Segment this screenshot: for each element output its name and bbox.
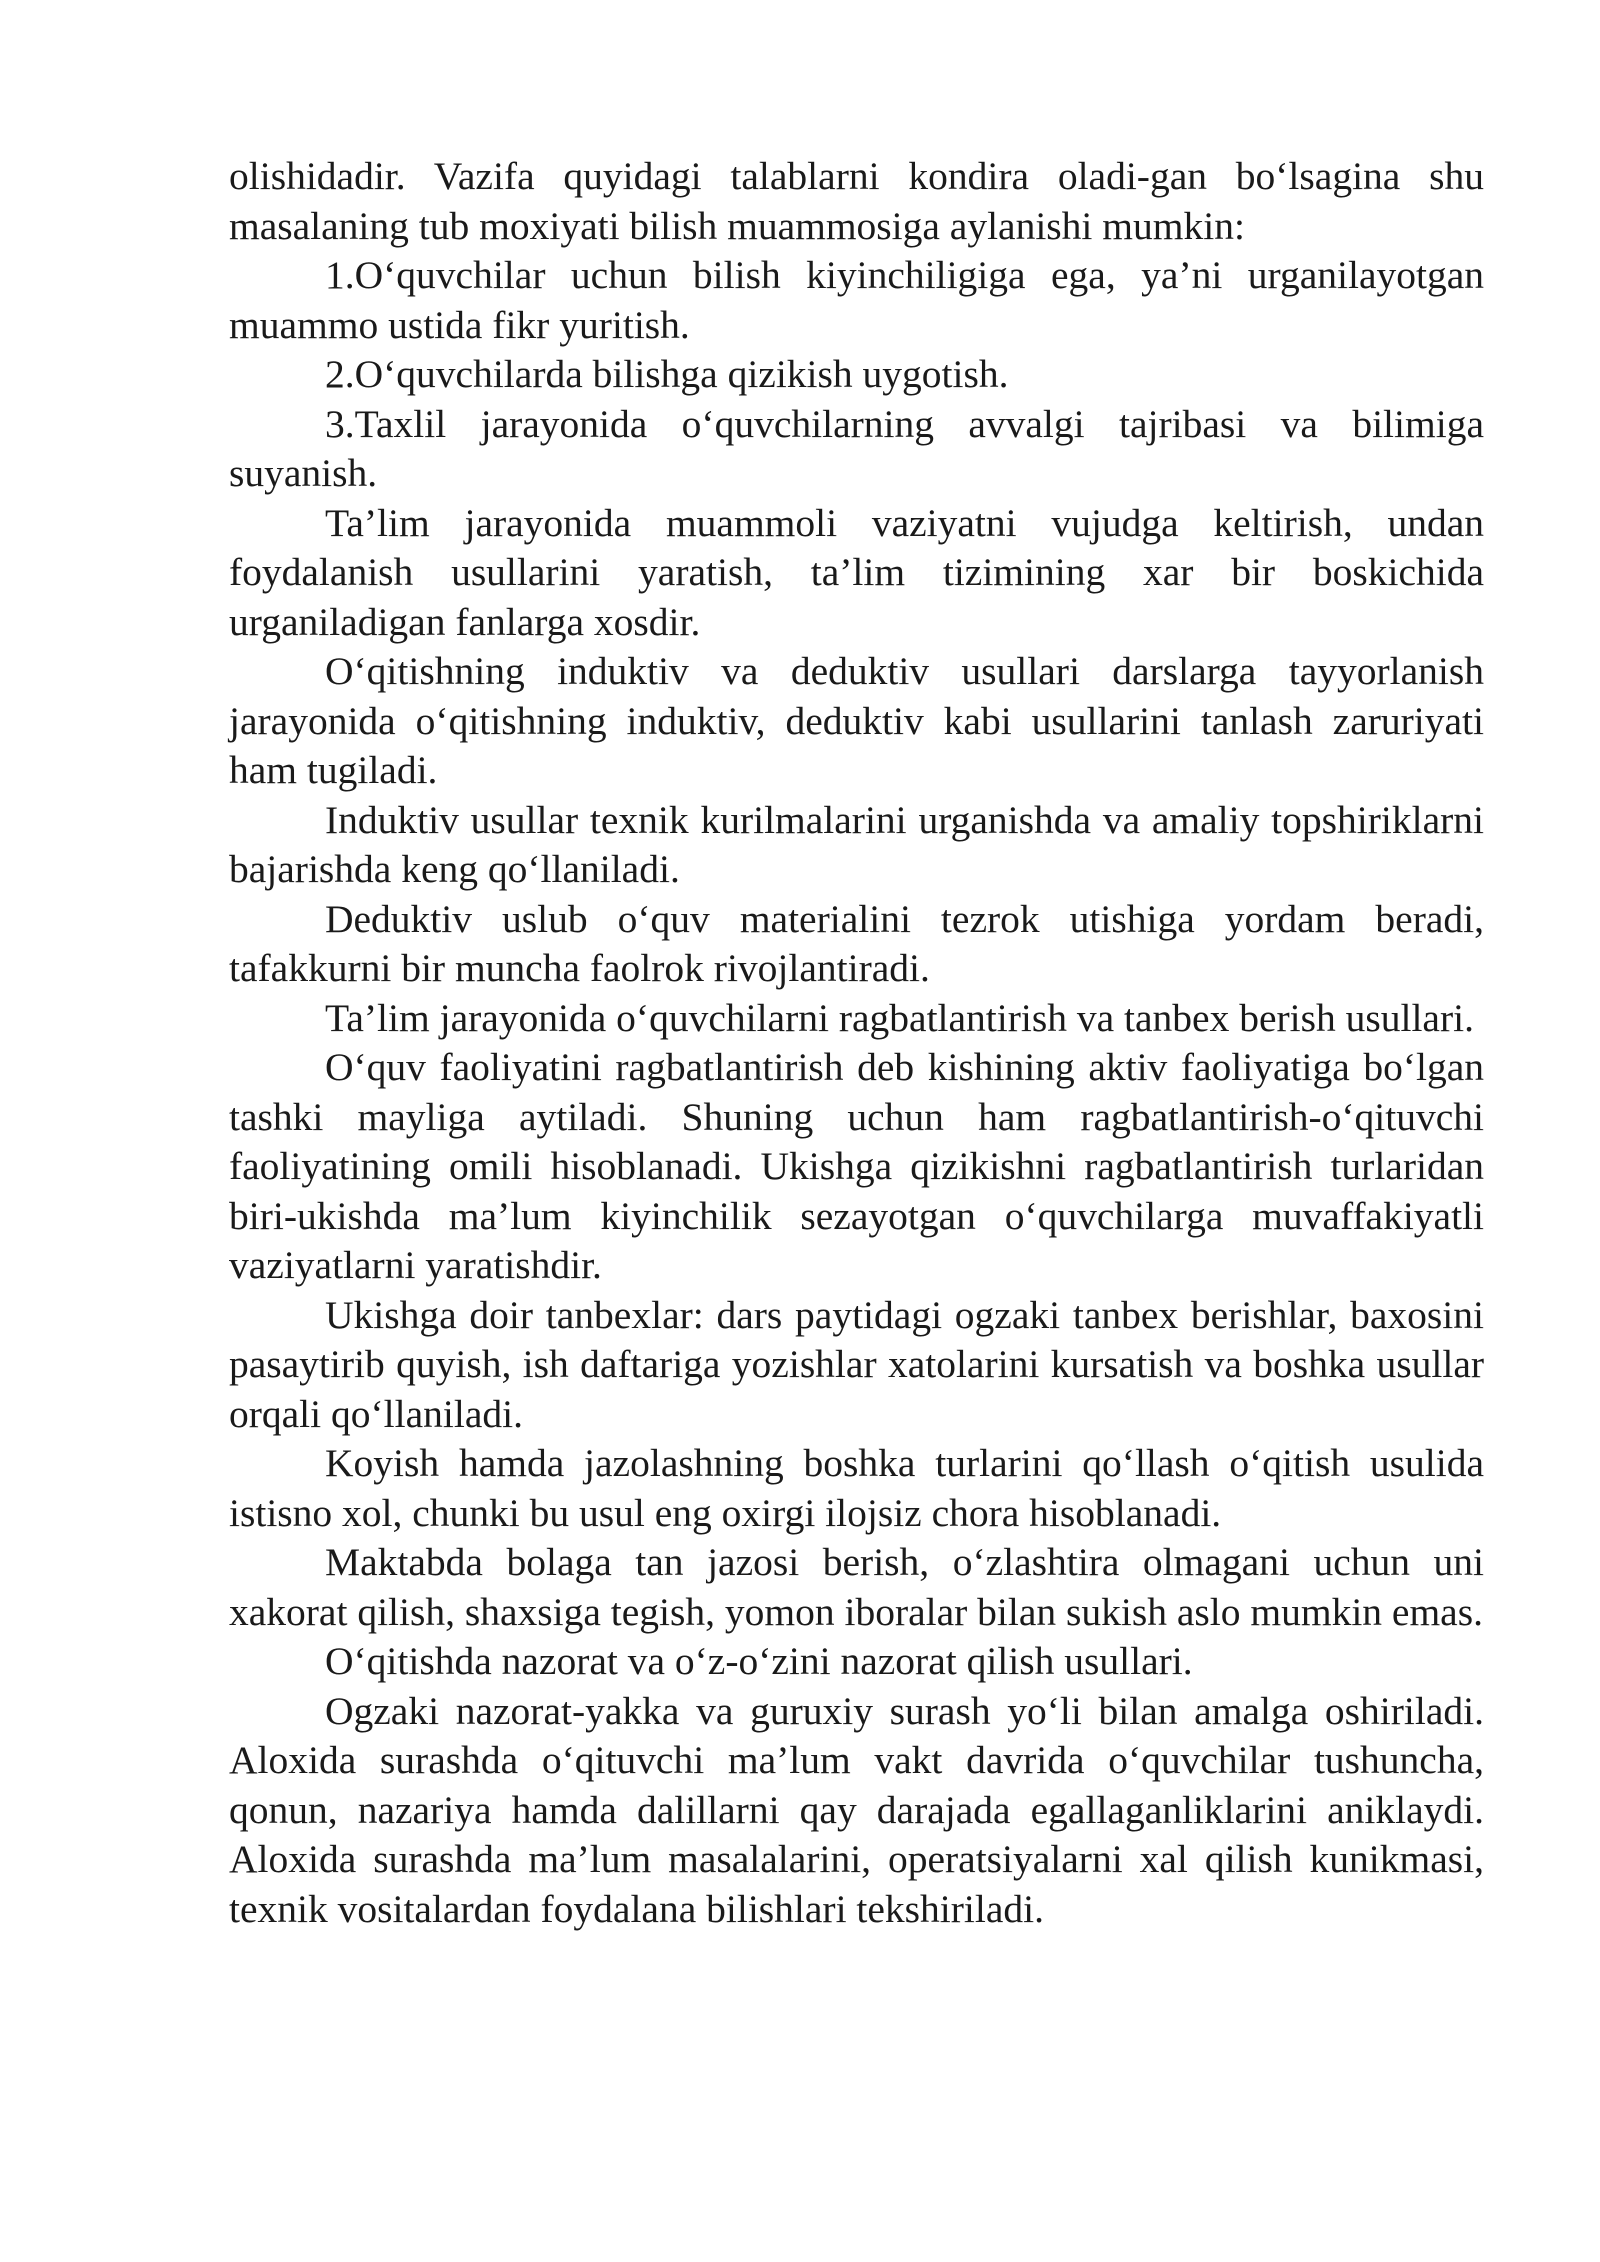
paragraph: Deduktiv uslub o‘quv materialini tezrok utishiga yordam beradi, tafakkurni bir muncha faolrok rivojlantiradi. bbox=[229, 896, 1484, 990]
list-item-3: 3.Taxlil jarayonida o‘quvchilarning avvalgi tajribasi va bilimiga suyanish. bbox=[229, 401, 1484, 495]
section-heading: Ta’lim jarayonida o‘quvchilarni ragbatlantirish va tanbex berish usullari. bbox=[325, 995, 1474, 1040]
list-item-1: 1.O‘quvchilar uchun bilish kiyinchiligiga ega, ya’ni urganilayotgan muammo ustida fikr yuritish. bbox=[229, 253, 1484, 347]
paragraph-continuation: olishidadir. Vazifa quyidagi talablarni kondira oladi-gan bo‘lsagina shu masalaning tub moxiyati bilish muammosiga aylanishi mumkin: bbox=[229, 154, 1484, 248]
paragraph: Ogzaki nazorat-yakka va guruxiy surash yo‘li bilan amalga oshiriladi. Aloxida surashda o‘qituvchi ma’lum vakt davrida o‘quvchilar tushuncha, qonun, nazariya hamda dalillarni qay darajada egallaganliklarini aniklaydi. Aloxida surashda ma’lum masalalarini, operatsiyalarni xal qilish kunikmasi, texnik vositalardan foydalana bilishlari tekshiriladi. bbox=[229, 1688, 1484, 1931]
paragraph: O‘qitishning induktiv va deduktiv usullari darslarga tayyorlanish jarayonida o‘qitishning induktiv, deduktiv kabi usullarini tanlash zaruriyati ham tugiladi. bbox=[229, 649, 1484, 792]
paragraph: Maktabda bolaga tan jazosi berish, o‘zlashtira olmagani uchun uni xakorat qilish, shaxsiga tegish, yomon iboralar bilan sukish aslo mumkin emas. bbox=[229, 1540, 1484, 1634]
paragraph: Induktiv usullar texnik kurilmalarini urganishda va amaliy topshiriklarni bajarishda keng qo‘llaniladi. bbox=[229, 797, 1484, 891]
paragraph: Ukishga doir tanbexlar: dars paytidagi ogzaki tanbex berishlar, baxosini pasaytirib quyish, ish daftariga yozishlar xatolarini kursatish va boshka usullar orqali qo‘llaniladi. bbox=[229, 1292, 1484, 1436]
section-heading: O‘qitishda nazorat va o‘z-o‘zini nazorat qilish usullari. bbox=[325, 1639, 1193, 1683]
paragraph: Ta’lim jarayonida muammoli vaziyatni vujudga keltirish, undan foydalanish usullarini yaratish, ta’lim tizimining xar bir boskichida urganiladigan fanlarga xosdir. bbox=[229, 500, 1484, 644]
paragraph: O‘quv faoliyatini ragbatlantirish deb kishining aktiv faoliyatiga bo‘lgan tashki mayliga aytiladi. Shuning uchun ham ragbatlantirish-o‘qituvchi faoliyatining omili hisoblanadi. Ukishga qizikishni ragbatlantirish turlaridan biri-ukishda ma’lum kiyinchilik sezayotgan o‘quvchilarga muvaffakiyatli vaziyatlarni yaratishdir. bbox=[229, 1045, 1484, 1287]
list-item-2: 2.O‘quvchilarda bilishga qizikish uygotish. bbox=[325, 352, 1009, 396]
body-text bbox=[229, 152, 1484, 1934]
paragraph: Koyish hamda jazolashning boshka turlarini qo‘llash o‘qitish usulida istisno xol, chunki bu usul eng oxirgi ilojsiz chora hisoblanadi. bbox=[229, 1441, 1484, 1535]
